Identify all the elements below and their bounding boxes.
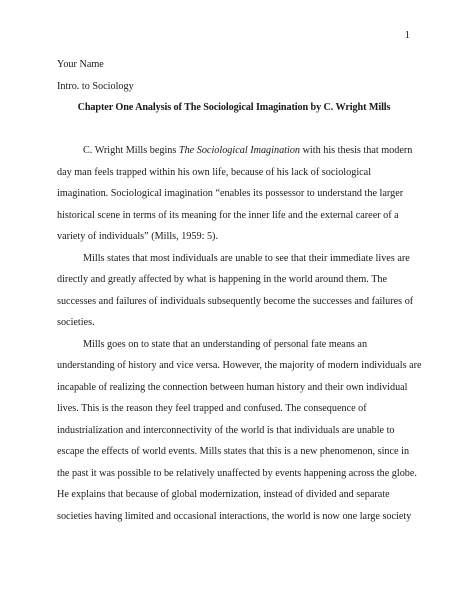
text-line: successes and failures of individuals subsequently become the successes and failures of (57, 295, 414, 307)
text-line (57, 140, 411, 162)
text-line: escape the effects of world events. Mills states that this is a new phenomenon, since in (57, 446, 410, 457)
text-run: with his thesis that modern (300, 145, 413, 156)
text-line: Mills goes on to state that an understanding of personal fate means an (83, 338, 368, 350)
text-run: C. Wright Mills begins (83, 145, 179, 156)
document-body (57, 54, 422, 527)
paragraph-2 (57, 248, 414, 334)
author-name: Your Name (57, 59, 104, 70)
text-line: directly and greatly affected by what is happening in the world around them. The (57, 274, 388, 285)
text-line: imagination. Sociological imagination “enables its possessor to understand the larger (57, 188, 404, 199)
text-line: day man feels trapped within his own life, because of his lack of sociological (57, 166, 372, 178)
document-title: Chapter One Analysis of The Sociological Imagination by C. Wright Mills (77, 102, 391, 113)
page-number: 1 (404, 30, 410, 41)
text-line: industrialization and interconnectivity of the world is that individuals are unable to (57, 424, 395, 436)
text-line: understanding of history and vice versa. However, the majority of modern individuals are (57, 360, 422, 371)
text-line: He explains that because of global modernization, instead of divided and separate (57, 489, 390, 500)
paragraph-3 (57, 334, 422, 528)
book-title: The Sociological Imagination (178, 145, 301, 156)
text-line: societies. (57, 317, 95, 328)
text-line: historical scene in terms of its meaning for the inner life and the external career of a (57, 209, 399, 221)
text-line: societies having limited and occasional interactions, the world is now one large society (57, 510, 412, 522)
paragraph-1 (57, 140, 411, 248)
course-name: Intro. to Sociology (57, 80, 134, 92)
text-line: Mills states that most individuals are unable to see that their immediate lives are (83, 252, 410, 264)
text-line: incapable of realizing the connection between human history and their own individual (57, 381, 408, 393)
text-line: the past it was possible to be relatively unaffected by events happening across the globe. (57, 467, 417, 479)
text-line: variety of individuals” (Mills, 1959: 5). (57, 231, 218, 242)
text-line: lives. This is the reason they feel trapped and confused. The consequence of (57, 403, 367, 414)
